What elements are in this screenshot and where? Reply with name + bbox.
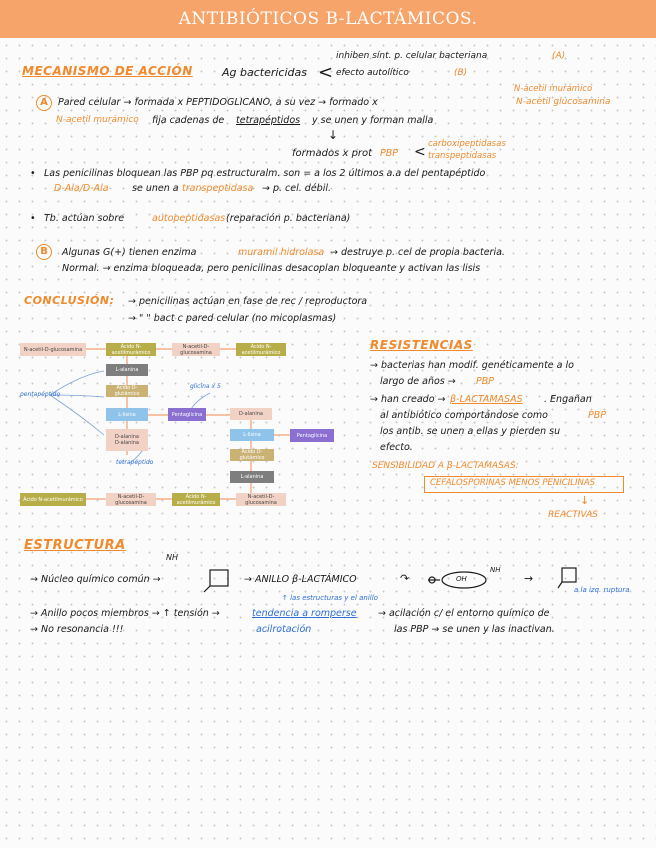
nucleus-line: → Núcleo químico común →	[30, 574, 161, 585]
col1-box-4: D-alanina D-alanina	[106, 429, 148, 451]
nag-text: N-acetil glucosamina	[516, 97, 611, 107]
muramil-text: muramil hidrolasa	[238, 247, 325, 258]
arrow-to-reactive: ↓	[580, 494, 590, 507]
nh-note: NH	[166, 553, 178, 562]
resistance-line5: los antib. se unen a ellas y pierden su	[380, 426, 561, 437]
resistance-heading: RESISTENCIAS	[370, 338, 473, 352]
bottom-box-1: Ácido N-acetilmurámico	[20, 493, 86, 506]
pbp-text: PBP	[380, 148, 398, 159]
structure-heading: ESTRUCTURA	[24, 538, 126, 553]
bullet2-b: (reparación p. bacteriana)	[226, 213, 351, 224]
nam-note: N-acetil murámico	[514, 84, 593, 94]
mechanism-heading: MECANISMO DE ACCIÓN	[22, 64, 193, 78]
resistance-pbp: PBP	[476, 376, 494, 387]
bottom-box-2: N-acetil-D-glucosamina	[106, 493, 156, 506]
note-pentapeptide: pentapéptido	[20, 391, 61, 398]
pentaglycine-box-2: Pentaglicina	[290, 429, 334, 442]
brace-symbol: <	[318, 62, 334, 83]
b-line2: Normal. → enzima bloqueada, pero penicilinas desacoplan bloqueante y activan las lisis	[62, 263, 481, 274]
dala-text: D-Ala/D-Ala	[54, 183, 109, 194]
a-line2-end: y se unen y forman malla	[312, 115, 434, 126]
resistance-line6: efecto.	[380, 442, 413, 453]
a-line1: Pared celular → formada x PEPTIDOGLICANO, a su vez → formado x	[58, 97, 378, 108]
a-line2: fija cadenas de	[152, 115, 225, 126]
col1-box-2: Ácido D-glutámico	[106, 385, 148, 397]
b-line1-end: → destruye p. cel de propia bacteria.	[330, 247, 505, 258]
col2-box-2: Ácido D-glutámico	[230, 449, 274, 461]
resistance-line2: largo de años →	[380, 376, 456, 387]
structure-line3: → No resonancia !!!	[30, 624, 124, 635]
ring-arrow-2: →	[524, 572, 534, 585]
cephalosporins-text: CEFALOSPORINAS MENOS PENICILINAS	[430, 478, 596, 488]
bottom-box-4: N-acetil-D-glucosamina	[236, 493, 286, 506]
label-b: B	[36, 244, 52, 260]
structure-line3-end: las PBP → se unen y las inactivan.	[394, 624, 555, 635]
ring-arrow-1: ↷	[400, 572, 410, 585]
reactive-text: REACTIVAS	[548, 510, 598, 520]
structure-line2: → Anillo pocos miembros → ↑ tensión →	[30, 608, 220, 619]
down-arrow: ↓	[328, 128, 339, 142]
tendency-text: tendencia a romperse	[252, 608, 357, 619]
bullet1-text: Las penicilinas bloquean las PBP pq estructuralm. son = a los 2 últimos a.a del pentapéptido	[44, 168, 486, 179]
nam-text: N-acetil murámico	[56, 115, 139, 125]
brace-top-text: inhiben sínt. p. celular bacteriana	[336, 51, 488, 61]
conclusion-line1: → penicilinas actúan en fase de rec / reproductora	[128, 296, 368, 307]
ring-note: a la izq. ruptura	[574, 586, 630, 594]
transpeptidase-text: transpeptidasas	[428, 151, 497, 161]
beta-lactam-ring-text: → ANILLO β-LACTÁMICO	[244, 574, 357, 585]
resistance-line3-end: . Engañan	[544, 394, 592, 405]
bullet2-dot: •	[30, 213, 36, 224]
diagram-connectors	[20, 335, 356, 515]
conclusion-line2: → " " bact c pared celular (no micoplasmas)	[128, 313, 337, 324]
note-glycine: glicina x 5	[190, 383, 221, 390]
top-box-2: Ácido N-acetilmurámico	[106, 343, 156, 356]
bottom-box-3: Ácido N-acetilmurámico	[172, 493, 220, 506]
col2-box-3: L-alanina	[230, 471, 274, 483]
sensitivity-label: SENSIBILIDAD A β-LACTAMASAS:	[372, 461, 519, 471]
col2-box-1: L-lisina	[230, 429, 274, 441]
ring-oh-label: OH	[456, 575, 467, 583]
lactam-ring-icon	[200, 566, 240, 596]
structure-line2-end: → acilación c/ el entorno químico de	[378, 608, 550, 619]
note-tetrapeptide: tetrapéptido	[116, 459, 154, 466]
ring-nh-label: NH	[490, 566, 501, 574]
d-alanine-box: D-alanina	[230, 408, 272, 420]
tag-b: (B)	[454, 68, 468, 78]
bullet1-dot: •	[30, 168, 36, 179]
resistance-line3: → han creado →	[370, 394, 446, 405]
top-box-3: N-acetil-D-glucosamina	[172, 343, 220, 356]
pentaglycine-box-1: Pentaglicina	[168, 408, 206, 421]
autopeptidase-text: autopeptidasas	[152, 213, 226, 224]
top-box-4: Ácido N-acetilmurámico	[236, 343, 286, 356]
col1-box-1: L-alanina	[106, 364, 148, 376]
b-line1: Algunas G(+) tienen enzima	[62, 247, 197, 258]
tag-a: (A)	[552, 51, 566, 61]
label-a: A	[36, 95, 52, 111]
brace-bottom-text: efecto autolítico	[336, 68, 409, 78]
transpeptidase-inline: transpeptidasa	[182, 183, 254, 194]
formados-text: formados x prot	[292, 148, 373, 159]
bullet1-b: se unen a	[132, 183, 179, 194]
pbp-brace: <	[414, 144, 426, 160]
bullet1-c: → p. cel. débil.	[262, 183, 332, 194]
acylation-text: acilrotación	[256, 624, 312, 635]
title-banner	[0, 0, 656, 38]
resistance-line1: → bacterias han modif. genéticamente a lo	[370, 360, 574, 371]
resistance-pbp-2: PBP	[588, 410, 606, 421]
page-title: ANTIBIÓTICOS B-LACTÁMICOS.	[178, 9, 478, 29]
beta-lactamase-text: β-LACTAMASAS	[450, 394, 523, 405]
tetrapeptide-text: tetrapéptidos	[236, 115, 301, 126]
top-box-1: N-acetil-D-glucosamina	[20, 343, 86, 356]
bullet2-text: Tb. actúan sobre	[44, 213, 125, 224]
carboxypeptidase-text: carboxipeptidasas	[428, 139, 506, 149]
peptidoglycan-diagram	[20, 335, 356, 515]
bactericidal-line: Ag bactericidas	[222, 66, 307, 79]
resistance-line4: al antibiótico comportándose como	[380, 410, 548, 421]
col1-box-3: L-lisina	[106, 408, 148, 421]
tendency-note: ↑ las estructuras y el anillo	[282, 594, 378, 602]
conclusion-heading: CONCLUSIÓN:	[24, 294, 115, 307]
